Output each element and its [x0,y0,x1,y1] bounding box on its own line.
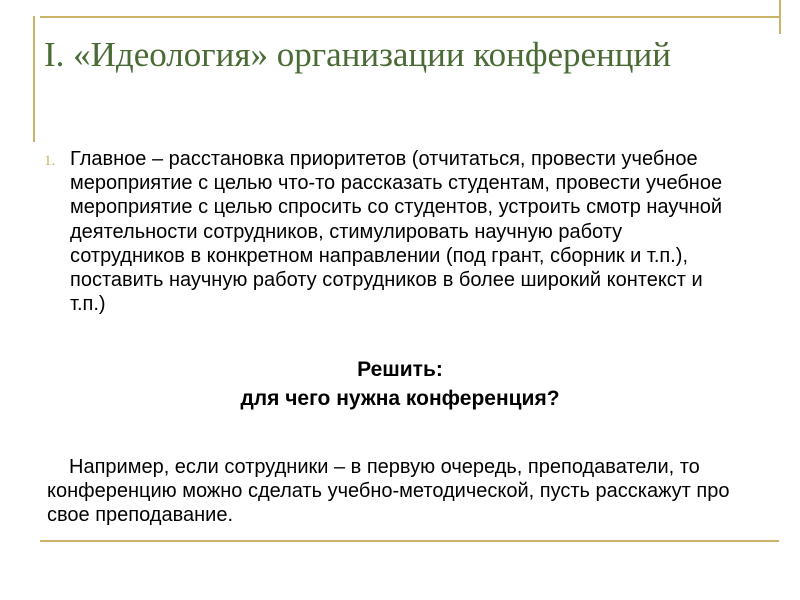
bullet-text: Главное – расстановка приоритетов (отчитаться, провести учебное мероприятие с целью что-то рассказать студентам, провести учебное мероприятие с целью спросить со студентов, устроить смотр научной деятельности сотрудников, стимулировать научную работу сотрудников в конкретном направлении (под грант, сборник и т.п.), поставить научную работу сотрудников в более широкий контекст и т.п.) [70,148,723,316]
bullet-number: 1. [44,153,56,169]
top-rule [40,16,779,18]
key-question [0,355,800,413]
right-rule [779,0,781,34]
example-paragraph: Например, если сотрудники – в первую очередь, преподаватели, то конференцию можно сделать учебно-методической, пусть расскажут про свое преподавание. [47,456,730,527]
left-rule [33,16,35,142]
question-line-2: для чего нужна конференция? [240,387,560,410]
bottom-rule [40,540,779,542]
bullet-item [44,147,734,316]
slide-title: I. «Идеология» организации конференций [44,35,671,74]
question-line-1: Решить: [357,358,443,381]
